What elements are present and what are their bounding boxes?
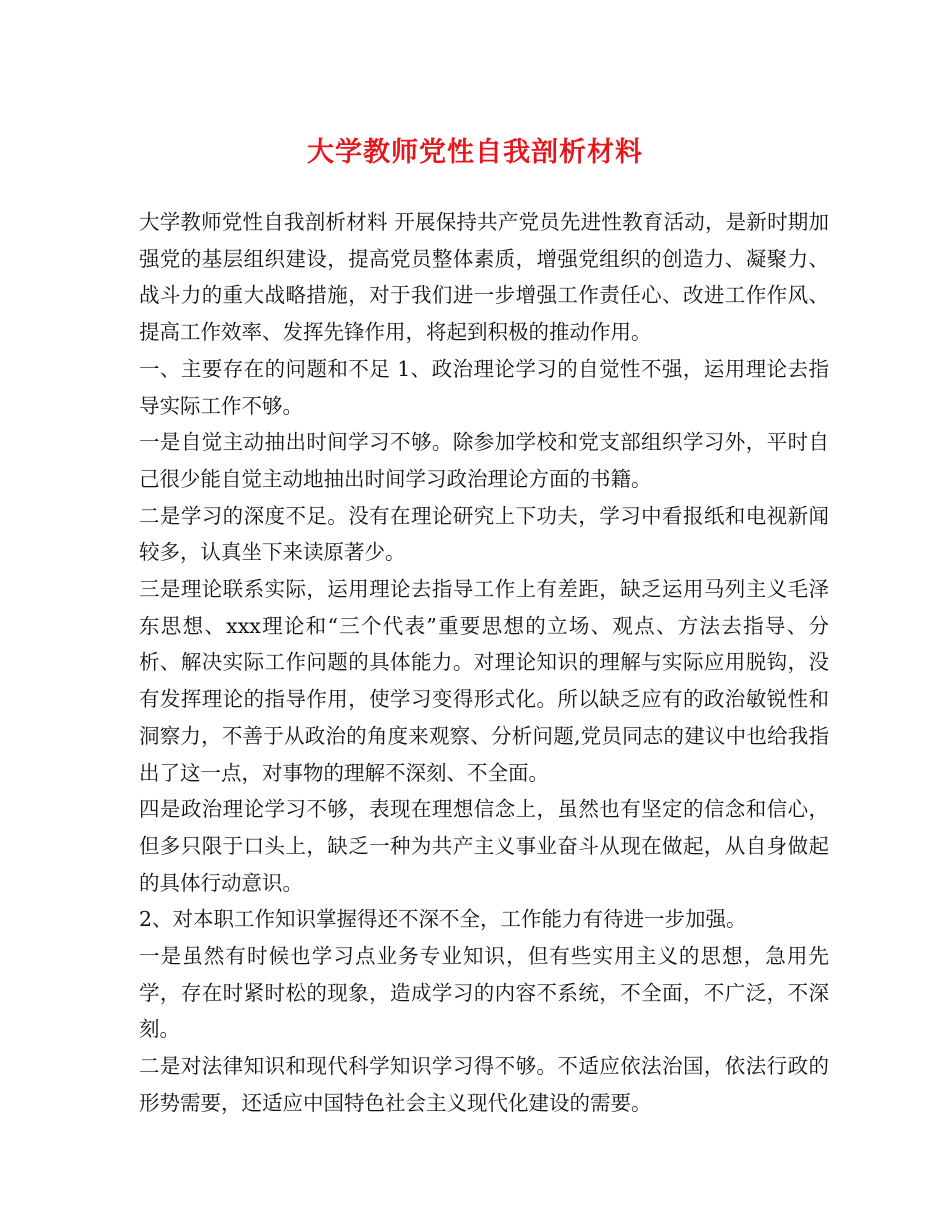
paragraph-point-two: 二是学习的深度不足。没有在理论研究上下功夫，学习中看报纸和电视新闻较多，认真坐下来读原著少。 xyxy=(139,503,829,565)
paragraph-point-three: 三是理论联系实际，运用理论去指导工作上有差距，缺乏运用马列主义毛泽东思想、xxx理论和“三个代表”重要思想的立场、观点、方法去指导、分析、解决实际工作问题的具体能力。对理论知识的理解与实际应用脱钩，没有发挥理论的指导作用，使学习变得形式化。所以缺乏应有的政治敏锐性和洞察力，不善于从政治的角度来观察、分析问题,党员同志的建议中也给我指出了这一点，对事物的理解不深刻、不全面。 xyxy=(139,577,829,785)
paragraph-intro: 大学教师党性自我剖析材料 开展保持共产党员先进性教育活动，是新时期加强党的基层组织建设，提高党员整体素质，增强党组织的创造力、凝聚力、战斗力的重大战略措施，对于我们进一步增强工作责任心、改进工作作风、提高工作效率、发挥先锋作用，将起到积极的推动作用。 xyxy=(139,210,829,345)
paragraph-point-four: 四是政治理论学习不够，表现在理想信念上，虽然也有坚定的信念和信心，但多只限于口头上，缺乏一种为共产主义事业奋斗从现在做起，从自身做起的具体行动意识。 xyxy=(139,797,829,895)
paragraph-point-one: 一是自觉主动抽出时间学习不够。除参加学校和党支部组织学习外，平时自己很少能自觉主动地抽出时间学习政治理论方面的书籍。 xyxy=(139,430,829,491)
paragraph-item-two-point-one: 一是虽然有时候也学习点业务专业知识，但有些实用主义的思想，急用先学，存在时紧时松的现象，造成学习的内容不系统，不全面，不广泛，不深刻。 xyxy=(139,944,829,1042)
paragraph-item-two-point-two: 二是对法律知识和现代科学知识学习得不够。不适应依法治国，依法行政的形势需要，还适应中国特色社会主义现代化建设的需要。 xyxy=(139,1054,829,1115)
paragraph-item-two-heading: 2、对本职工作知识掌握得还不深不全，工作能力有待进一步加强。 xyxy=(139,907,747,932)
document-body xyxy=(139,204,829,1122)
paragraph-section-one-heading: 一、主要存在的问题和不足 1、政治理论学习的自觉性不强，运用理论去指导实际工作不够。 xyxy=(139,356,829,418)
document-title: 大学教师党性自我剖析材料 xyxy=(307,137,643,168)
